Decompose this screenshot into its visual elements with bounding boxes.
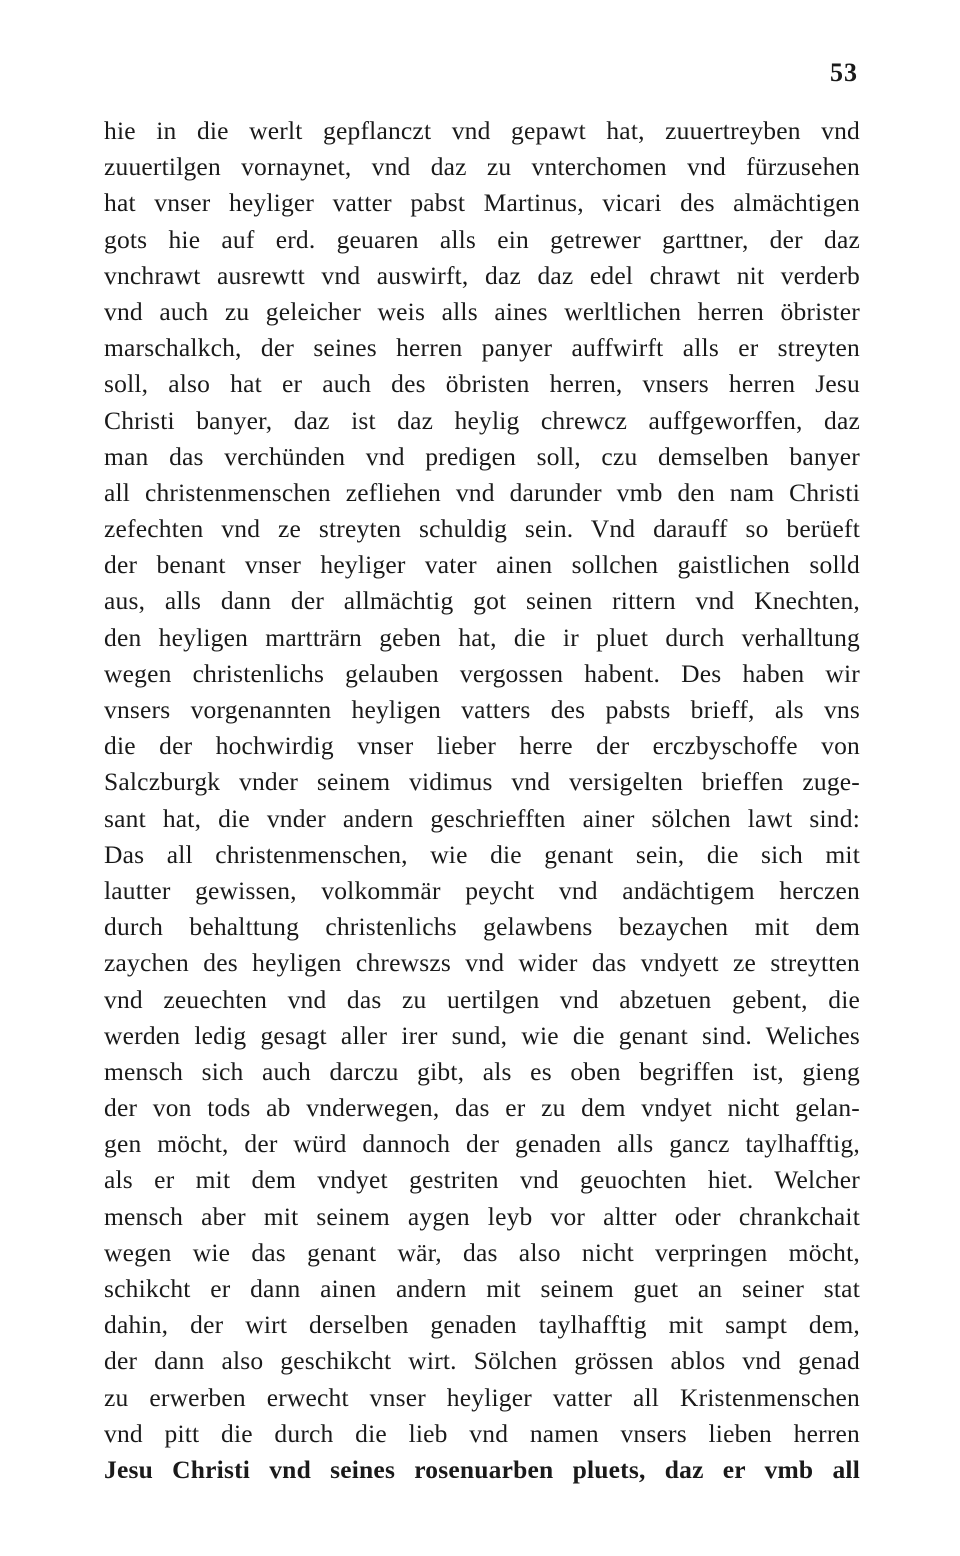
text-line: der von tods ab vnderwegen, das er zu dem vndyet nicht gelan-	[104, 1093, 860, 1123]
text-line: zu erwerben erwecht vnser heyliger vatter all Kristenmenschen	[104, 1382, 860, 1412]
text-line: die der hochwirdig vnser lieber herre der erczbyschoffe von	[104, 731, 860, 761]
text-line: durch behalttung christenlichs gelawbens bezaychen mit dem	[104, 912, 860, 942]
text-line: den heyligen martträrn geben hat, die ir pluet durch verhalltung	[104, 622, 860, 652]
text-line: zuuertilgen vornaynet, vnd daz zu vnterchomen vnd fürzusehen	[104, 152, 860, 182]
text-line: mensch aber mit seinem aygen leyb vor altter oder chrankchait	[104, 1201, 860, 1231]
text-line: vnd pitt die durch die lieb vnd namen vnsers lieben herren	[104, 1418, 860, 1448]
text-line: vnchrawt ausrewtt vnd auswirft, daz daz edel chrawt nit verderb	[104, 260, 860, 290]
text-line: hat vnser heyliger vatter pabst Martinus, vicari des almächtigen	[104, 188, 860, 218]
text-line: marschalkch, der seines herren panyer auffwirft alls er streyten	[104, 333, 860, 363]
text-line: gots hie auf erd. geuaren alls ein getrewer garttner, der daz	[104, 224, 860, 254]
text-line: aus, alls dann der allmächtig got seinen rittern vnd Knechten,	[104, 586, 860, 616]
text-line: zefechten vnd ze streyten schuldig sein. Vnd darauff so berüeft	[104, 514, 860, 544]
text-line: Jesu Christi vnd seines rosenuarben pluets, daz er vmb all	[104, 1454, 860, 1484]
text-line: wegen christenlichs gelauben vergossen habent. Des haben wir	[104, 658, 860, 688]
text-line: wegen wie das genant wär, das also nicht verpringen möcht,	[104, 1237, 860, 1267]
page-number: 53	[830, 58, 858, 87]
text-line: Christi banyer, daz ist daz heylig chrewcz auffgeworffen, daz	[104, 405, 860, 435]
text-line: Salczburgk vnder seinem vidimus vnd versigelten brieffen zuge-	[104, 767, 860, 797]
body-text	[104, 113, 860, 1488]
text-line: vnsers vorgenannten heyligen vatters des pabsts brieff, als vns	[104, 695, 860, 724]
text-line: als er mit dem vndyet gestriten vnd geuochten hiet. Welcher	[104, 1165, 860, 1195]
text-line: sant hat, die vnder andern geschriefften ainer sölchen lawt sind:	[104, 803, 860, 833]
text-line: mensch sich auch darczu gibt, als es oben begriffen ist, gieng	[104, 1056, 860, 1086]
text-line: gen möcht, der würd dannoch der genaden alls gancz taylhafftig,	[104, 1129, 860, 1159]
text-line: vnd zeuechten vnd das zu uertilgen vnd abzetuen gebent, die	[104, 984, 860, 1014]
text-line: all christenmenschen zefliehen vnd darunder vmb den nam Christi	[104, 477, 860, 507]
text-line: schikcht er dann ainen andern mit seinem guet an seiner stat	[104, 1274, 860, 1303]
text-line: lautter gewissen, volkommär peycht vnd andächtigem herczen	[104, 875, 860, 905]
text-line: werden ledig gesagt aller irer sund, wie die genant sind. Weliches	[104, 1020, 860, 1050]
text-line: man das verchünden vnd predigen soll, czu demselben banyer	[104, 441, 860, 471]
text-line: soll, also hat er auch des öbristen herren, vnsers herren Jesu	[104, 369, 860, 399]
text-line: Das all christenmenschen, wie die genant sein, die sich mit	[104, 839, 860, 869]
text-line: der dann also geschikcht wirt. Sölchen grössen ablos vnd genad	[104, 1346, 860, 1376]
text-line: hie in die werlt gepflanczt vnd gepawt hat, zuuertreyben vnd	[104, 116, 860, 145]
text-line: dahin, der wirt derselben genaden taylhafftig mit sampt dem,	[104, 1310, 860, 1340]
text-line: vnd auch zu geleicher weis alls aines werltlichen herren öbrister	[104, 296, 860, 326]
text-line: der benant vnser heyliger vater ainen sollchen gaistlichen solld	[104, 550, 860, 580]
text-line: zaychen des heyligen chrewszs vnd wider das vndyett ze streytten	[104, 948, 860, 978]
